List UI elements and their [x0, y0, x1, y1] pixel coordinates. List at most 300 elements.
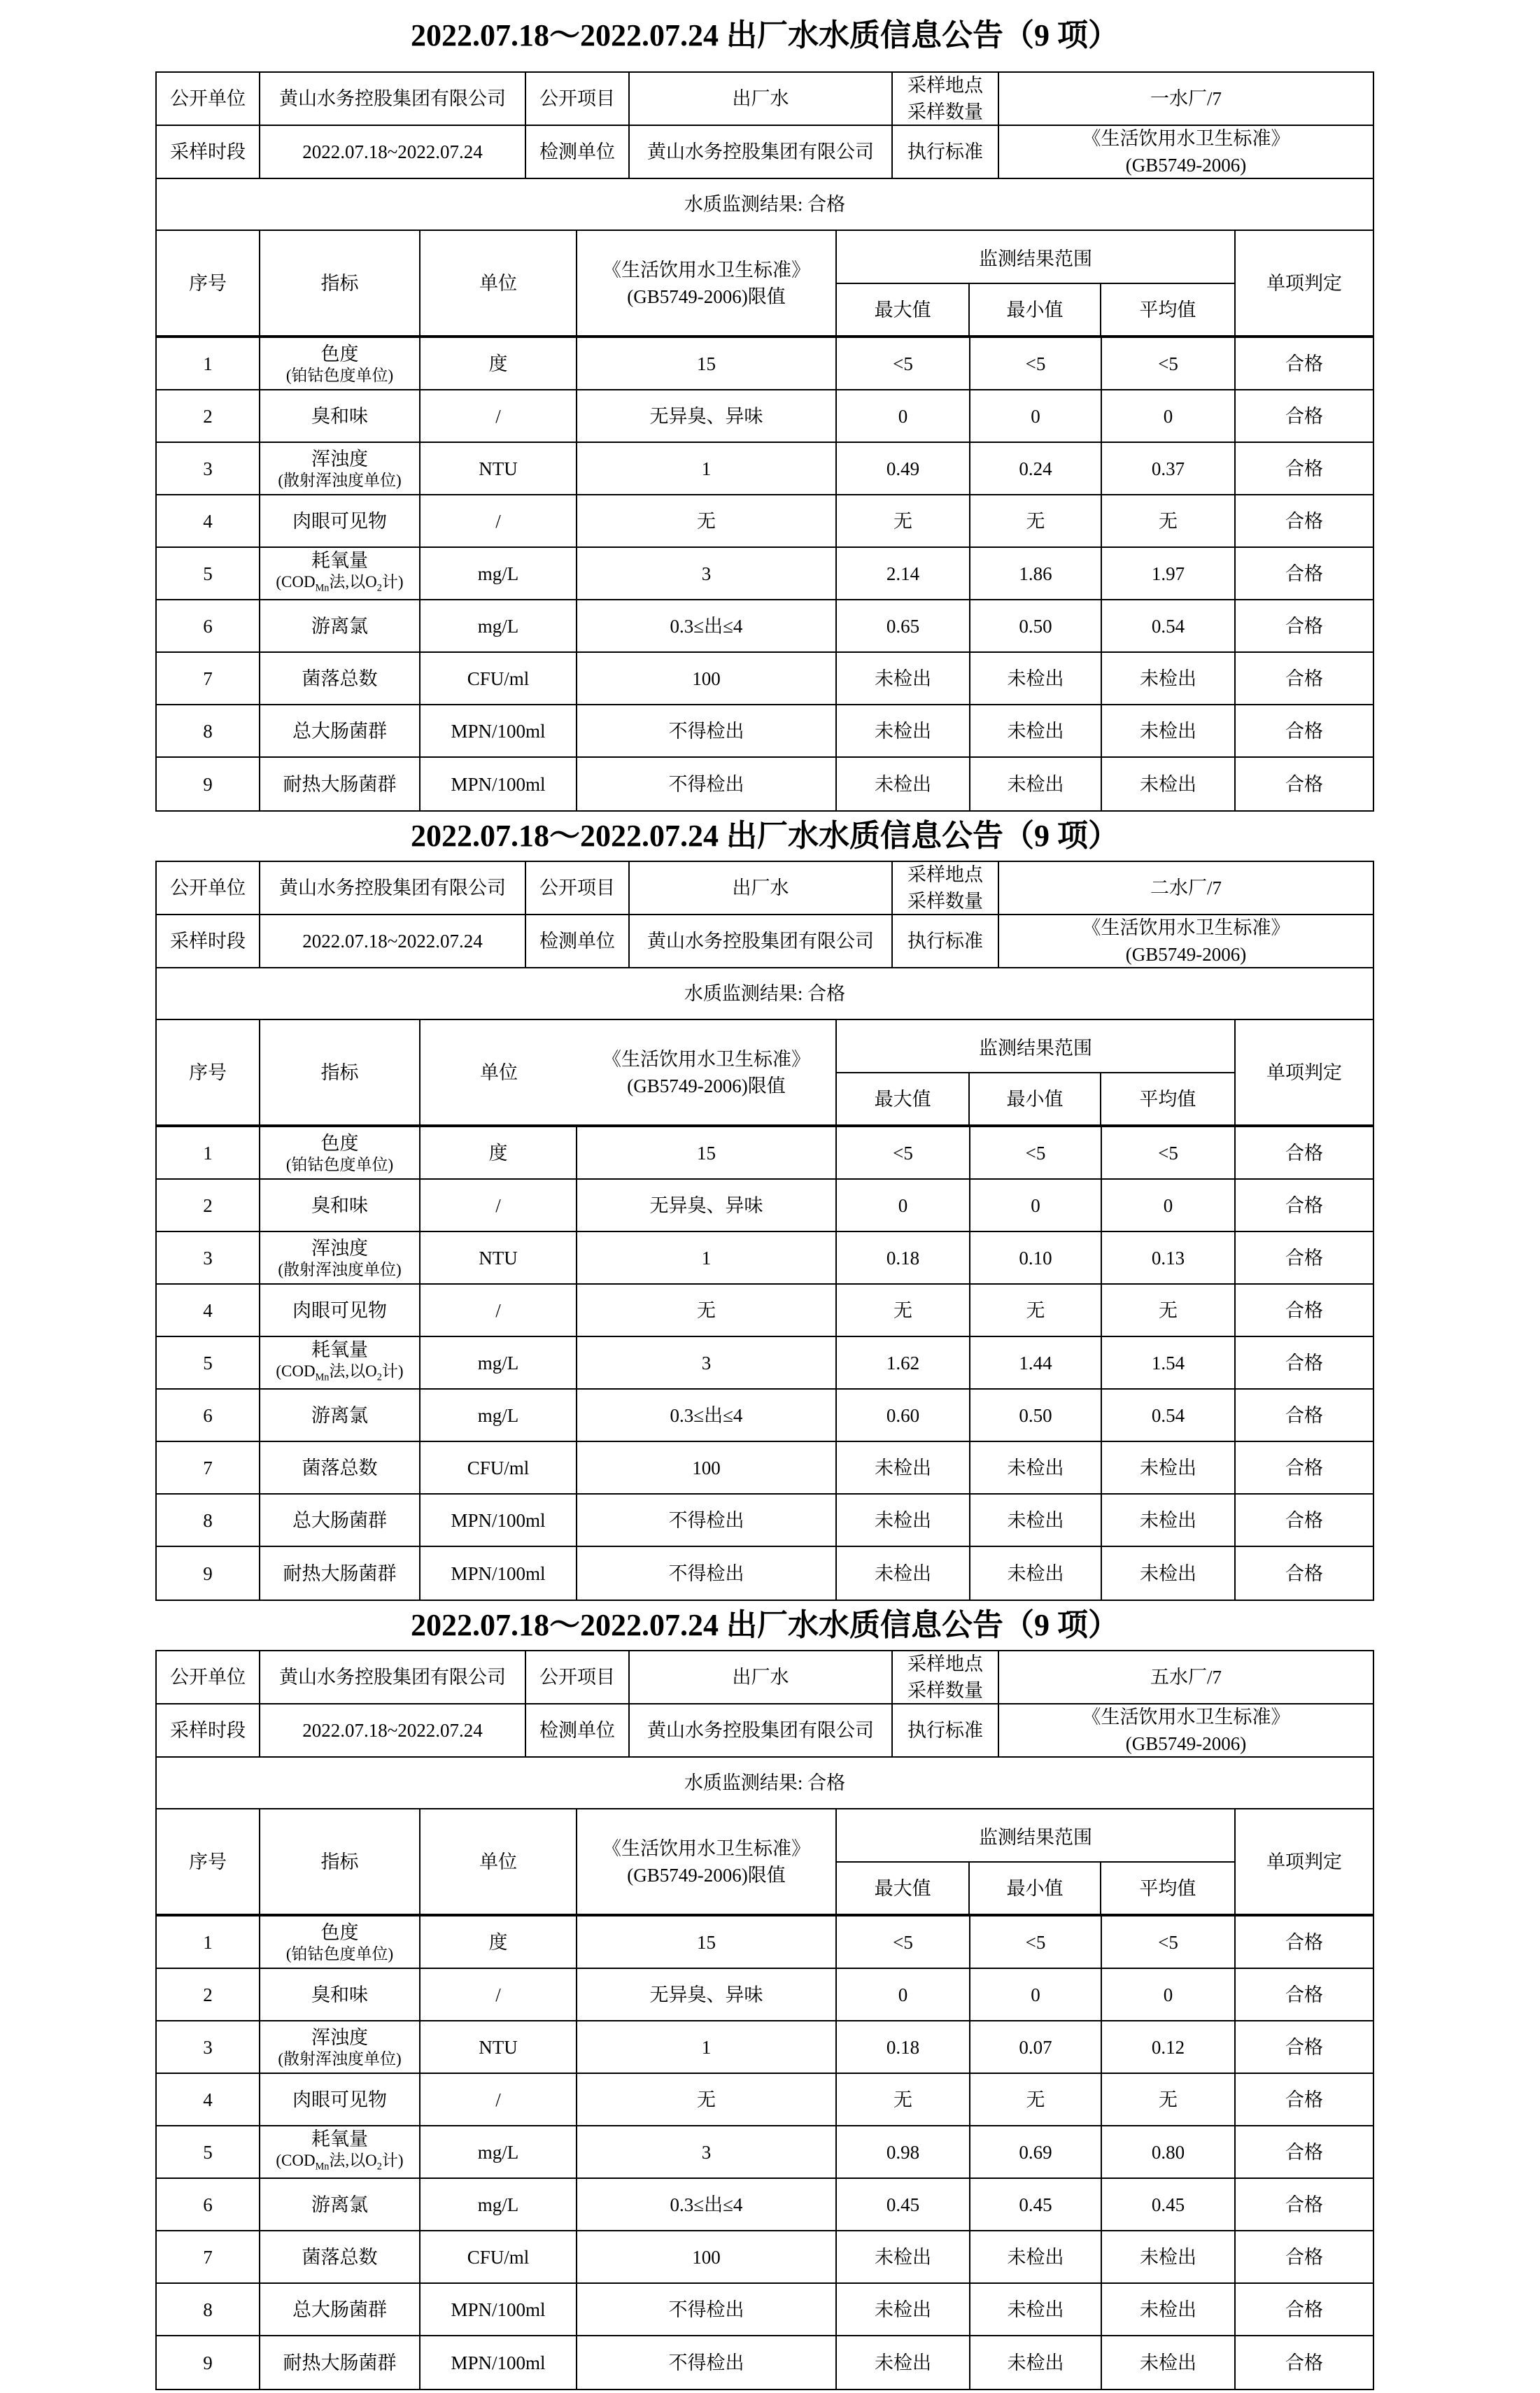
min-value-cell: <5 [970, 338, 1102, 389]
judgment-cell: 合格 [1285, 1562, 1323, 1584]
unit-cell: / [421, 1285, 577, 1336]
indicator-name: 臭和味 [311, 1194, 368, 1216]
min-value-cell: 未检出 [970, 1547, 1102, 1600]
table-row [157, 1285, 1373, 1337]
avg-value-cell: 未检出 [1102, 705, 1236, 756]
sample-site-label [893, 73, 999, 125]
sample-site-value: 一水厂/7 [1150, 88, 1222, 109]
min-value-cell: 1.44 [970, 1337, 1102, 1388]
report-title: 2022.07.18～2022.07.24 出厂水水质信息公告（9 项） [411, 819, 1119, 853]
limit-cell: 1 [577, 1232, 837, 1283]
unit-cell: mg/L [421, 2126, 577, 2177]
limit-cell: 3 [577, 2126, 837, 2177]
unit-cell: 度 [421, 1127, 577, 1178]
avg-value-cell: 0.37 [1102, 443, 1236, 494]
avg-value-cell: 无 [1102, 2074, 1236, 2125]
max-value-cell: <5 [837, 338, 970, 389]
sampling-period-value: 2022.07.18~2022.07.24 [260, 1704, 526, 1756]
test-unit-value: 黄山水务控股集团有限公司 [630, 1704, 893, 1756]
col-unit-header: 单位 [480, 1061, 518, 1083]
table-row [157, 2179, 1373, 2231]
result-row [157, 1758, 1373, 1809]
indicator-name: 总大肠菌群 [292, 720, 387, 742]
table-row [157, 1127, 1373, 1180]
limit-cell: 100 [577, 653, 837, 704]
unit-cell: CFU/ml [421, 653, 577, 704]
table-row [157, 1337, 1373, 1390]
limit-cell: 1 [577, 2021, 837, 2073]
col-max-header: 最大值 [837, 284, 970, 335]
judgment-cell: 合格 [1285, 2299, 1323, 2320]
test-unit-label: 检测单位 [526, 1704, 630, 1756]
max-value-cell: 未检出 [837, 705, 970, 756]
avg-value-cell: <5 [1102, 1127, 1236, 1178]
avg-value-cell: 0.12 [1102, 2021, 1236, 2073]
col-judge-header: 单项判定 [1266, 1061, 1342, 1083]
col-min-header: 最小值 [970, 1863, 1101, 1914]
avg-value-cell: 无 [1102, 1285, 1236, 1336]
public-unit-value: 黄山水务控股集团有限公司 [260, 1651, 526, 1703]
col-min-header: 最小值 [970, 1073, 1101, 1124]
row-no-cell: 9 [157, 1547, 260, 1600]
avg-value-cell: 0.54 [1102, 1390, 1236, 1441]
table-row [157, 2126, 1373, 2179]
table-row [157, 1232, 1373, 1285]
indicator-name: 游离氯 [311, 615, 368, 637]
indicator-name: 耗氧量 [311, 550, 368, 572]
limit-cell: 15 [577, 1127, 837, 1178]
info-row-bottom [157, 915, 1373, 968]
indicator-name: 总大肠菌群 [292, 2299, 387, 2320]
indicator-name: 肉眼可见物 [292, 1299, 387, 1321]
row-no-cell: 8 [157, 2284, 260, 2335]
sample-site-label-line1: 采样地点 [907, 864, 983, 885]
unit-cell: mg/L [421, 1337, 577, 1388]
row-no-cell: 6 [157, 2179, 260, 2230]
limit-cell: 无 [577, 2074, 837, 2125]
min-value-cell: 0.07 [970, 2021, 1102, 2073]
report-section [155, 0, 1374, 812]
indicator-cell [260, 1127, 421, 1178]
info-row-top [157, 1651, 1373, 1704]
report-section [155, 812, 1374, 1601]
indicator-cell [260, 2021, 421, 2073]
col-judge-header: 单项判定 [1266, 1851, 1342, 1872]
unit-cell: NTU [421, 443, 577, 494]
col-unit-header: 单位 [421, 231, 577, 335]
row-no-cell: 2 [157, 390, 260, 442]
sampling-period-value: 2022.07.18~2022.07.24 [260, 915, 526, 967]
avg-value-cell: 1.97 [1102, 548, 1236, 599]
avg-value-cell: 未检出 [1102, 2284, 1236, 2335]
table-row [157, 1495, 1373, 1547]
avg-value-cell: 0 [1102, 390, 1236, 442]
test-unit-value: 黄山水务控股集团有限公司 [630, 915, 893, 967]
col-no-header: 序号 [157, 231, 260, 335]
row-no-cell: 7 [157, 653, 260, 704]
row-no-cell: 3 [157, 1232, 260, 1283]
col-no-header: 序号 [157, 1020, 260, 1124]
limit-cell: 100 [577, 1442, 837, 1493]
water-quality-table [155, 1650, 1374, 2390]
limit-cell: 15 [577, 1916, 837, 1968]
exec-standard-label: 执行标准 [893, 126, 999, 178]
judgment-cell: 合格 [1285, 1352, 1323, 1374]
unit-cell: / [421, 1969, 577, 2020]
public-unit-value: 黄山水务控股集团有限公司 [260, 862, 526, 914]
min-value-cell: 未检出 [970, 1495, 1102, 1546]
max-value-cell: 0.18 [837, 1232, 970, 1283]
judgment-cell: 合格 [1285, 2089, 1323, 2110]
unit-cell: / [421, 495, 577, 546]
col-min-header: 最小值 [970, 284, 1101, 335]
table-row [157, 2284, 1373, 2336]
table-row [157, 443, 1373, 495]
col-limit-header [577, 1809, 837, 1914]
judgment-cell: 合格 [1285, 2036, 1323, 2058]
table-row [157, 2336, 1373, 2389]
public-unit-label: 公开单位 [157, 1651, 260, 1703]
limit-cell: 3 [577, 548, 837, 599]
judgment-cell: 合格 [1285, 510, 1323, 532]
unit-cell: MPN/100ml [421, 2284, 577, 2335]
max-value-cell: 2.14 [837, 548, 970, 599]
row-no-cell: 6 [157, 600, 260, 651]
indicator-name: 浑浊度 [311, 2026, 368, 2048]
col-limit-header-line2: (GB5749-2006)限值 [627, 1864, 786, 1886]
indicator-cell [260, 758, 421, 810]
max-value-cell: 0.49 [837, 443, 970, 494]
judgment-cell: 合格 [1285, 353, 1323, 374]
sample-site-label-line2: 采样数量 [907, 1680, 983, 1701]
avg-value-cell: 0.13 [1102, 1232, 1236, 1283]
unit-cell: 度 [421, 1916, 577, 1968]
result-range-group [837, 1020, 1236, 1124]
indicator-note: (铂钴色度单位) [285, 1155, 394, 1173]
judgment-cell: 合格 [1285, 2352, 1323, 2373]
limit-cell: 无异臭、异味 [577, 1969, 837, 2020]
table-row [157, 1916, 1373, 1969]
row-no-cell: 4 [157, 495, 260, 546]
info-row-top [157, 73, 1373, 126]
unit-cell: NTU [421, 2021, 577, 2073]
max-value-cell: 未检出 [837, 653, 970, 704]
min-value-cell: 0 [970, 1180, 1102, 1231]
min-value-cell: 未检出 [970, 2336, 1102, 2389]
indicator-cell [260, 495, 421, 546]
judgment-cell: 合格 [1285, 1931, 1323, 1953]
table-row [157, 2231, 1373, 2284]
max-value-cell: 0.98 [837, 2126, 970, 2177]
judgment-cell: 合格 [1285, 2194, 1323, 2215]
row-no-cell: 1 [157, 1916, 260, 1968]
unit-cell: MPN/100ml [421, 1547, 577, 1600]
avg-value-cell: 未检出 [1102, 653, 1236, 704]
result-range-group [837, 1809, 1236, 1914]
indicator-cell [260, 2126, 421, 2177]
unit-cell: MPN/100ml [421, 1495, 577, 1546]
sampling-period-label: 采样时段 [157, 915, 260, 967]
limit-cell: 不得检出 [577, 705, 837, 756]
exec-standard-value [999, 1704, 1373, 1756]
unit-cell: CFU/ml [421, 1442, 577, 1493]
judgment-cell: 合格 [1285, 1404, 1323, 1426]
max-value-cell: <5 [837, 1916, 970, 1968]
judgment-cell: 合格 [1285, 720, 1323, 742]
row-no-cell: 9 [157, 758, 260, 810]
exec-standard-line1: 《生活饮用水卫生标准》 [1082, 128, 1290, 149]
table-row [157, 338, 1373, 390]
limit-cell: 无 [577, 1285, 837, 1336]
min-value-cell: 0 [970, 390, 1102, 442]
indicator-name: 总大肠菌群 [292, 1509, 387, 1531]
unit-cell: mg/L [421, 600, 577, 651]
max-value-cell: 未检出 [837, 2231, 970, 2282]
result-range-header: 监测结果范围 [837, 1020, 1234, 1073]
indicator-note: ($COD_{Mn}$法,以$O_2$计) [276, 573, 404, 594]
max-value-cell: 0.45 [837, 2179, 970, 2230]
public-project-label: 公开项目 [526, 1651, 630, 1703]
column-header-row [157, 1020, 1373, 1127]
avg-value-cell: 0.80 [1102, 2126, 1236, 2177]
limit-cell: 15 [577, 338, 837, 389]
min-value-cell: <5 [970, 1127, 1102, 1178]
judgment-cell: 合格 [1285, 1984, 1323, 2005]
avg-value-cell: 未检出 [1102, 1442, 1236, 1493]
avg-value-cell: <5 [1102, 338, 1236, 389]
judgment-cell: 合格 [1285, 2246, 1323, 2268]
limit-cell: 不得检出 [577, 2284, 837, 2335]
unit-cell: MPN/100ml [421, 2336, 577, 2389]
info-row-bottom [157, 1704, 1373, 1758]
result-row [157, 179, 1373, 231]
table-row [157, 705, 1373, 758]
max-value-cell: 无 [837, 1285, 970, 1336]
result-range-header: 监测结果范围 [837, 231, 1234, 284]
table-row [157, 495, 1373, 548]
table-row [157, 1180, 1373, 1232]
indicator-name: 耐热大肠菌群 [283, 773, 397, 795]
indicator-cell [260, 2074, 421, 2125]
sample-site-label-line1: 采样地点 [907, 75, 983, 96]
sample-site-label-line2: 采样数量 [907, 891, 983, 912]
col-avg-header: 平均值 [1139, 1088, 1196, 1110]
data-rows [157, 1127, 1373, 1600]
sampling-period-label: 采样时段 [157, 126, 260, 178]
indicator-cell [260, 2284, 421, 2335]
max-value-cell: 0.65 [837, 600, 970, 651]
col-limit-header-line1: 《生活饮用水卫生标准》 [602, 1048, 810, 1070]
indicator-name: 浑浊度 [311, 448, 368, 470]
min-value-cell: 无 [970, 495, 1102, 546]
indicator-cell [260, 2336, 421, 2389]
col-limit-header [577, 231, 837, 335]
indicator-name: 菌落总数 [302, 1457, 378, 1478]
max-value-cell: 0 [837, 1969, 970, 2020]
limit-cell: 无异臭、异味 [577, 390, 837, 442]
min-value-cell: 1.86 [970, 548, 1102, 599]
exec-standard-line2: (GB5749-2006) [1125, 1733, 1247, 1754]
indicator-name: 菌落总数 [302, 2246, 378, 2268]
result-text: 水质监测结果: 合格 [684, 983, 846, 1004]
indicator-name: 游离氯 [311, 2194, 368, 2215]
indicator-cell [260, 2231, 421, 2282]
min-value-cell: 未检出 [970, 705, 1102, 756]
max-value-cell: 未检出 [837, 1547, 970, 1600]
row-no-cell: 2 [157, 1180, 260, 1231]
result-text: 水质监测结果: 合格 [684, 194, 846, 215]
max-value-cell: 未检出 [837, 1442, 970, 1493]
sample-site-value: 二水厂/7 [1150, 877, 1222, 898]
indicator-cell [260, 1390, 421, 1441]
indicator-note: (散射浑浊度单位) [278, 471, 402, 489]
judgment-cell: 合格 [1285, 563, 1323, 584]
col-unit-header: 单位 [421, 1809, 577, 1914]
indicator-cell [260, 1916, 421, 1968]
judgment-cell: 合格 [1285, 1299, 1323, 1321]
row-no-cell: 8 [157, 1495, 260, 1546]
indicator-cell [260, 1442, 421, 1493]
indicator-note: ($COD_{Mn}$法,以$O_2$计) [276, 1362, 404, 1383]
indicator-name: 菌落总数 [302, 668, 378, 689]
test-unit-label: 检测单位 [526, 915, 630, 967]
min-value-cell: 0.69 [970, 2126, 1102, 2177]
table-row [157, 1442, 1373, 1495]
indicator-cell [260, 1337, 421, 1388]
min-value-cell: 0.45 [970, 2179, 1102, 2230]
avg-value-cell: 未检出 [1102, 1495, 1236, 1546]
unit-cell: mg/L [421, 548, 577, 599]
indicator-note: (散射浑浊度单位) [278, 1260, 402, 1278]
sample-site-label [893, 1651, 999, 1703]
exec-standard-label: 执行标准 [893, 1704, 999, 1756]
judgment-cell: 合格 [1285, 615, 1323, 637]
col-judge-header: 单项判定 [1266, 272, 1342, 294]
public-unit-label: 公开单位 [157, 73, 260, 125]
sample-site-label [893, 862, 999, 914]
public-unit-label: 公开单位 [157, 862, 260, 914]
water-quality-table [155, 861, 1374, 1601]
indicator-name: 肉眼可见物 [292, 510, 387, 532]
row-no-cell: 6 [157, 1390, 260, 1441]
indicator-cell [260, 1180, 421, 1231]
indicator-name: 臭和味 [311, 405, 368, 427]
limit-cell: 3 [577, 1337, 837, 1388]
exec-standard-line2: (GB5749-2006) [1125, 155, 1247, 176]
table-row [157, 653, 1373, 705]
col-indicator-header: 指标 [260, 231, 421, 335]
avg-value-cell: 0.45 [1102, 2179, 1236, 2230]
table-row [157, 390, 1373, 443]
column-header-row [157, 231, 1373, 338]
indicator-cell [260, 443, 421, 494]
indicator-name: 耗氧量 [311, 2129, 368, 2150]
unit-cell: mg/L [421, 1390, 577, 1441]
avg-value-cell: 未检出 [1102, 2336, 1236, 2389]
sample-site-label-line2: 采样数量 [907, 101, 983, 122]
judgment-cell: 合格 [1285, 1142, 1323, 1164]
judgment-cell: 合格 [1285, 1457, 1323, 1478]
data-rows [157, 1916, 1373, 2389]
table-row [157, 1969, 1373, 2021]
judgment-cell: 合格 [1285, 458, 1323, 479]
indicator-name: 游离氯 [311, 1404, 368, 1426]
min-value-cell: 未检出 [970, 653, 1102, 704]
test-unit-value: 黄山水务控股集团有限公司 [630, 126, 893, 178]
public-project-value: 出厂水 [630, 1651, 893, 1703]
judgment-cell: 合格 [1285, 1247, 1323, 1269]
public-project-label: 公开项目 [526, 862, 630, 914]
exec-standard-line1: 《生活饮用水卫生标准》 [1082, 917, 1290, 938]
sampling-period-value: 2022.07.18~2022.07.24 [260, 126, 526, 178]
public-project-value: 出厂水 [630, 73, 893, 125]
limit-cell: 无异臭、异味 [577, 1180, 837, 1231]
unit-cell: MPN/100ml [421, 705, 577, 756]
indicator-note: (铂钴色度单位) [285, 1944, 394, 1963]
max-value-cell: <5 [837, 1127, 970, 1178]
max-value-cell: 无 [837, 495, 970, 546]
sampling-period-label: 采样时段 [157, 1704, 260, 1756]
table-row [157, 758, 1373, 810]
min-value-cell: 0.10 [970, 1232, 1102, 1283]
table-row [157, 1547, 1373, 1600]
table-row [157, 1390, 1373, 1442]
avg-value-cell: 0 [1102, 1180, 1236, 1231]
col-avg-header: 平均值 [1139, 1877, 1196, 1899]
water-quality-table [155, 71, 1374, 812]
min-value-cell: 无 [970, 1285, 1102, 1336]
info-row-bottom [157, 126, 1373, 179]
limit-cell: 0.3≤出≤4 [577, 2179, 837, 2230]
max-value-cell: 未检出 [837, 758, 970, 810]
min-value-cell: 未检出 [970, 2284, 1102, 2335]
unit-cell: / [421, 2074, 577, 2125]
limit-cell: 0.3≤出≤4 [577, 1390, 837, 1441]
row-no-cell: 5 [157, 2126, 260, 2177]
col-limit-header-line2: (GB5749-2006)限值 [627, 1075, 786, 1096]
avg-value-cell: 无 [1102, 495, 1236, 546]
test-unit-label: 检测单位 [526, 126, 630, 178]
public-unit-value: 黄山水务控股集团有限公司 [260, 73, 526, 125]
indicator-cell [260, 2179, 421, 2230]
unit-cell: / [421, 390, 577, 442]
limit-cell: 1 [577, 443, 837, 494]
indicator-name: 耐热大肠菌群 [283, 2352, 397, 2373]
max-value-cell: 0.18 [837, 2021, 970, 2073]
result-range-header: 监测结果范围 [837, 1809, 1234, 1863]
min-value-cell: 未检出 [970, 1442, 1102, 1493]
min-value-cell: 无 [970, 2074, 1102, 2125]
max-value-cell: 0 [837, 1180, 970, 1231]
report-title: 2022.07.18～2022.07.24 出厂水水质信息公告（9 项） [411, 1608, 1119, 1642]
unit-cell: CFU/ml [421, 2231, 577, 2282]
column-header-row [157, 1809, 1373, 1916]
result-range-group [837, 231, 1236, 335]
col-limit-header [577, 1020, 837, 1124]
report-section [155, 1601, 1374, 2390]
row-no-cell: 4 [157, 1285, 260, 1336]
limit-cell: 不得检出 [577, 758, 837, 810]
indicator-name: 色度 [320, 1921, 359, 1943]
row-no-cell: 1 [157, 1127, 260, 1178]
result-range-subheaders [837, 1073, 1234, 1124]
col-limit-header-line2: (GB5749-2006)限值 [627, 285, 786, 307]
indicator-name: 臭和味 [311, 1984, 368, 2005]
indicator-name: 耐热大肠菌群 [283, 1562, 397, 1584]
table-row [157, 600, 1373, 653]
indicator-cell [260, 1495, 421, 1546]
unit-cell: / [421, 1180, 577, 1231]
